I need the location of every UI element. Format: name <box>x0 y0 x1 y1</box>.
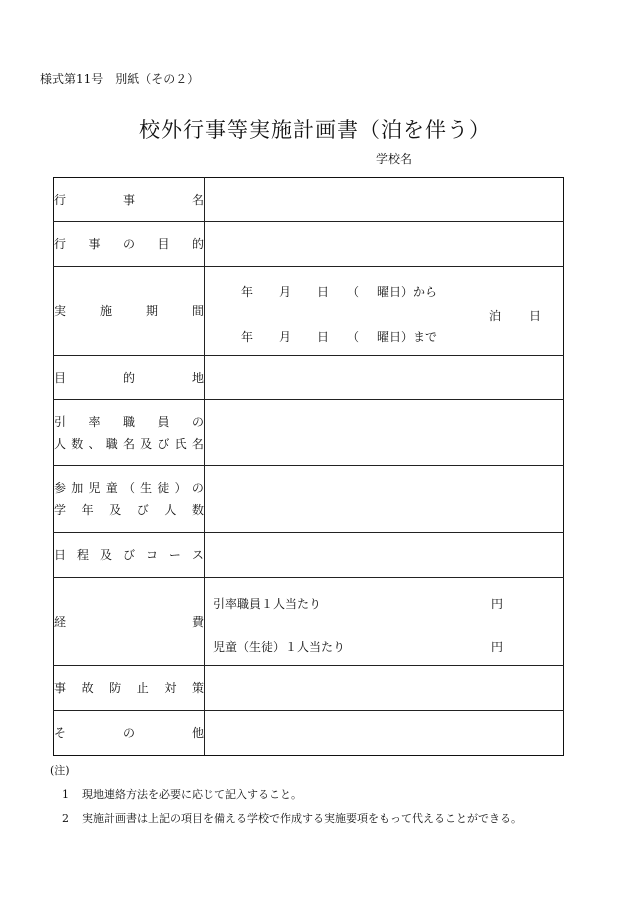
label-char: 地 <box>191 370 204 385</box>
label-char: 行 <box>54 192 67 207</box>
label-char: 対 <box>164 681 177 695</box>
label-char: の <box>122 726 135 740</box>
cost-staff-line <box>213 595 503 612</box>
value-cost[interactable] <box>205 578 564 666</box>
label-char: 間 <box>191 304 204 318</box>
stay-day-unit: 日 <box>528 309 541 323</box>
note-text: 現地連絡方法を必要に応じて記入すること。 <box>82 788 302 801</box>
label-char: ス <box>191 548 204 562</box>
label-staff <box>54 400 205 466</box>
label-char: 率 <box>88 414 101 429</box>
label-char: 加 <box>71 481 84 495</box>
period-end-weekday: 曜日）まで <box>377 330 438 344</box>
label-char: 徒 <box>157 481 170 495</box>
label-char: 員 <box>157 414 170 429</box>
label-char: ー <box>168 548 181 562</box>
value-event-name[interactable] <box>205 178 564 222</box>
label-char: 学 <box>54 503 67 517</box>
form-number: 様式第11号 別紙（その２） <box>40 72 200 86</box>
label-char: 人 <box>54 436 67 451</box>
label-char: 事 <box>122 192 135 207</box>
note-number: 1 <box>62 788 69 801</box>
label-char: 名 <box>191 436 204 451</box>
label-char: 及 <box>140 436 153 451</box>
row-purpose <box>54 222 564 267</box>
plan-form-table <box>53 177 564 756</box>
label-char: の <box>191 414 204 429</box>
row-period <box>54 267 564 356</box>
label-char: び <box>157 436 170 451</box>
row-schedule <box>54 533 564 578</box>
row-destination <box>54 356 564 400</box>
notes-head: (注) <box>50 764 70 777</box>
note-number: 2 <box>62 812 69 825</box>
label-char: 施 <box>99 304 112 318</box>
stay-night-unit: 泊 <box>488 309 501 323</box>
label-char: 費 <box>191 614 204 629</box>
value-schedule[interactable] <box>205 533 564 578</box>
label-char: 策 <box>191 681 204 695</box>
period-end-month: 月 <box>279 330 292 344</box>
period-start-weekday: 曜日）から <box>377 285 438 299</box>
value-purpose[interactable] <box>205 222 564 267</box>
label-char: 職 <box>105 436 118 451</box>
label-other <box>54 711 205 756</box>
label-cost <box>54 578 205 666</box>
label-char: の <box>122 237 135 251</box>
label-char: 及 <box>109 503 122 517</box>
label-char: 引 <box>54 414 67 429</box>
label-char: 他 <box>191 726 204 740</box>
label-char: 的 <box>122 370 135 385</box>
label-char: 止 <box>136 681 149 695</box>
label-purpose <box>54 222 205 267</box>
row-other <box>54 711 564 756</box>
row-cost <box>54 578 564 666</box>
label-char: 氏 <box>174 436 187 451</box>
label-char: の <box>191 481 204 495</box>
period-start-year: 年 <box>241 285 254 299</box>
label-char: 行 <box>54 237 67 251</box>
cost-student-label: 児童（生徒）１人当たり <box>213 640 346 654</box>
label-char: 数 <box>191 503 204 517</box>
label-char: 年 <box>81 503 94 517</box>
value-period[interactable] <box>205 267 564 356</box>
school-name-label: 学校名 <box>376 152 413 166</box>
label-char: び <box>122 548 135 562</box>
period-end-day: 日 <box>317 330 330 344</box>
period-start-line <box>241 283 437 300</box>
cost-student-line <box>213 638 503 655</box>
label-char: 防 <box>109 681 122 695</box>
label-char: 事 <box>54 681 67 695</box>
label-schedule <box>54 533 205 578</box>
label-students <box>54 466 205 533</box>
period-start-paren: （ <box>347 285 360 299</box>
label-char: 童 <box>105 481 118 495</box>
period-start-day: 日 <box>317 285 330 299</box>
label-char: 実 <box>54 304 67 318</box>
notes <box>50 762 522 834</box>
label-char: 生 <box>140 481 153 495</box>
row-students <box>54 466 564 533</box>
label-char: 人 <box>164 503 177 517</box>
row-event-name <box>54 178 564 222</box>
label-char: 名 <box>122 436 135 451</box>
cost-student-unit: 円 <box>490 640 503 654</box>
period-start-month: 月 <box>279 285 292 299</box>
value-other[interactable] <box>205 711 564 756</box>
stay-duration <box>489 307 541 324</box>
period-end-line <box>241 328 437 345</box>
label-char: 経 <box>54 614 67 629</box>
label-char: （ <box>122 481 135 495</box>
row-staff <box>54 400 564 466</box>
label-char: 及 <box>99 548 112 562</box>
label-char: 参 <box>54 481 67 495</box>
label-destination <box>54 356 205 400</box>
label-event-name <box>54 178 205 222</box>
label-char: 目 <box>54 370 67 385</box>
label-char: 期 <box>145 304 158 318</box>
label-char: 程 <box>76 548 89 562</box>
cost-staff-unit: 円 <box>490 597 503 611</box>
note-item <box>62 786 522 802</box>
label-char: そ <box>54 726 67 740</box>
label-char: び <box>136 503 149 517</box>
label-char: コ <box>145 548 158 562</box>
note-item <box>62 810 522 826</box>
label-char: 児 <box>88 481 101 495</box>
label-char: 名 <box>191 192 204 207</box>
label-char: 数 <box>71 436 84 451</box>
label-char: 職 <box>122 414 135 429</box>
label-period <box>54 267 205 356</box>
period-end-paren: （ <box>347 330 360 344</box>
label-char: ） <box>174 481 187 495</box>
label-char: 的 <box>191 237 204 251</box>
label-char: 故 <box>81 681 94 695</box>
period-end-year: 年 <box>241 330 254 344</box>
value-safety[interactable] <box>205 666 564 711</box>
cost-staff-label: 引率職員１人当たり <box>213 597 322 611</box>
note-text: 実施計画書は上記の項目を備える学校で作成する実施要項をもって代えることができる。 <box>82 812 522 825</box>
value-destination[interactable] <box>205 356 564 400</box>
page-title: 校外行事等実施計画書（泊を伴う） <box>139 118 491 142</box>
label-char: 事 <box>88 237 101 251</box>
row-safety <box>54 666 564 711</box>
value-staff[interactable] <box>205 400 564 466</box>
label-char: 目 <box>157 237 170 251</box>
label-safety <box>54 666 205 711</box>
label-char: 日 <box>54 548 67 562</box>
label-char: 、 <box>88 436 101 451</box>
value-students[interactable] <box>205 466 564 533</box>
